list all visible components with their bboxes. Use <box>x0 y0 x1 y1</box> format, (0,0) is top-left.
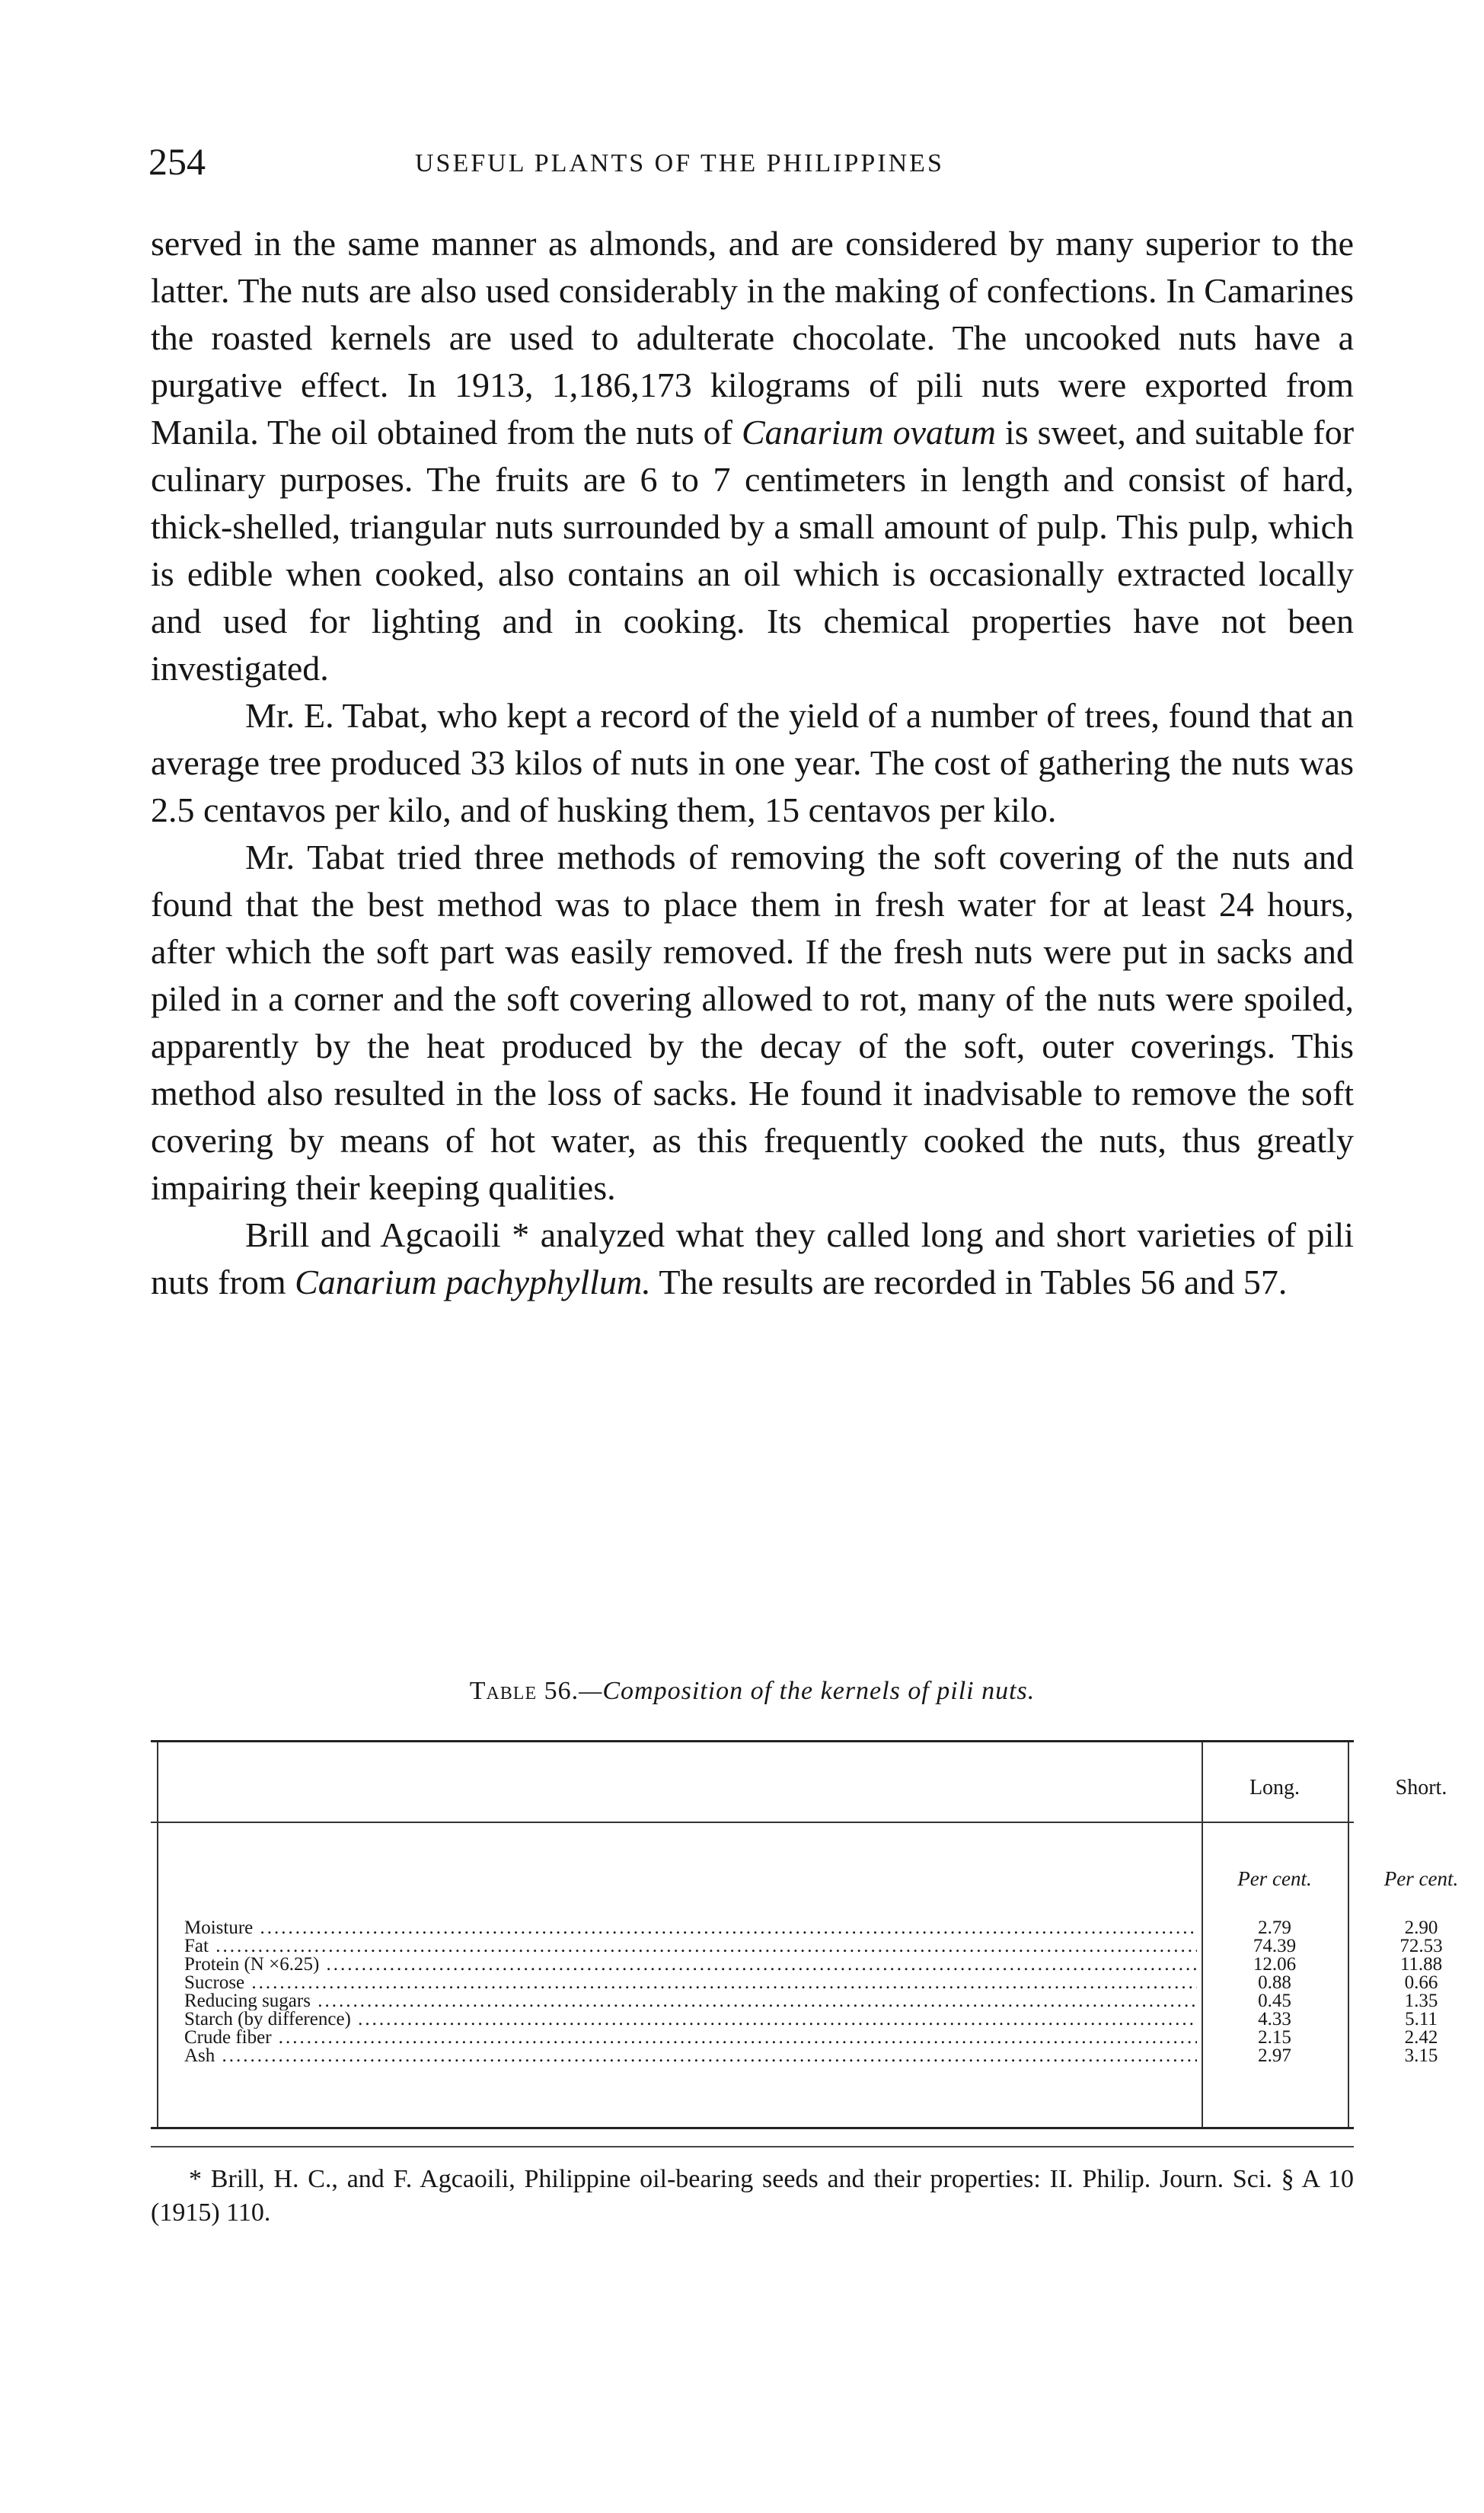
column-header-long: Long. <box>1249 1776 1300 1799</box>
value-long: 74.39 <box>1253 1936 1297 1956</box>
table-row <box>151 1954 1443 1975</box>
table-row <box>151 2009 1438 2029</box>
table-caption <box>151 1674 1354 1709</box>
table-row <box>151 1917 1438 1938</box>
paragraph-2: Mr. E. Tabat, who kept a record of the yield of a number of trees, found that an average tree produced 33 kilos of nuts in one year. The cost of gathering the nuts was 2.5 centavos per kilo, and of husking them, 15 centavos per kilo. <box>151 696 1354 829</box>
footnote-rule <box>151 2146 1354 2147</box>
value-short: 5.11 <box>1405 2009 1438 2029</box>
table-row <box>151 2045 1438 2066</box>
row-label: Sucrose ..... <box>184 1974 1197 1992</box>
paragraph-4 <box>151 1212 1354 1306</box>
row-label: Ash ..... <box>184 2047 1197 2065</box>
unit-label-short: Per cent. <box>1383 1867 1459 1890</box>
paragraph-3: Mr. Tabat tried three methods of removing the soft covering of the nuts and found that the best method was to place them in fresh water for at least 24 hours, after which the soft part was easily removed. If the fresh nuts were put in sacks and piled in a corner and the soft covering allowed to rot, many of the nuts were spoiled, apparently by the heat produced by the decay of the soft, outer coverings. This method also resulted in the loss of sacks. He found it inadvisable to remove the soft covering by means of hot water, as this frequently cooked the nuts, thus greatly impairing their keeping qualities. <box>151 838 1354 1207</box>
table-row <box>151 1936 1443 1956</box>
value-short: 1.35 <box>1404 1991 1438 2011</box>
footnote: * Brill, H. C., and F. Agcaoili, Philippine oil-bearing seeds and their properties: II. Philip. Journ. Sci. § A 10 (1915) 110. <box>151 2165 1354 2227</box>
table-row <box>151 1991 1438 2011</box>
value-long: 2.15 <box>1258 2027 1291 2048</box>
table-label: Table 56. <box>469 1677 579 1705</box>
row-label: Moisture ..... <box>184 1919 1197 1937</box>
paragraph-4-text-b: The results are recorded in Tables 56 and 57. <box>659 1263 1288 1301</box>
species-name-canarium-pachyphyllum: Canarium pachyphyllum. <box>295 1263 651 1301</box>
column-header-short: Short. <box>1395 1776 1447 1799</box>
paragraph-4-text-a: Brill and Agcaoili * analyzed what they called long and short varieties of pili nuts from <box>151 1215 1354 1301</box>
value-short: 2.42 <box>1404 2027 1438 2048</box>
page-header <box>148 139 1352 184</box>
composition-table <box>151 1740 1459 2129</box>
running-head: USEFUL PLANTS OF THE PHILIPPINES <box>415 149 944 177</box>
page-number: 254 <box>148 140 206 183</box>
value-short: 0.66 <box>1404 1972 1438 1993</box>
value-short: 2.90 <box>1404 1917 1438 1938</box>
row-label: Reducing sugars ..... <box>184 1992 1197 2010</box>
table-title: —Composition of the kernels of pili nuts. <box>579 1677 1036 1705</box>
table-row <box>151 2027 1438 2048</box>
value-long: 2.97 <box>1258 2045 1291 2066</box>
row-label: Starch (by difference) ..... <box>184 2010 1197 2029</box>
value-short: 72.53 <box>1399 1936 1443 1956</box>
row-label: Fat ..... <box>184 1937 1197 1956</box>
paragraph-1-text-b: is sweet, and suitable for culinary purposes. The fruits are 6 to 7 centimeters in length and consist of hard, thick-shelled, triangular nuts surrounded by a small amount of pulp. This pulp, which is edible when cooked, also contains an oil which is occasionally extracted locally and used for lighting and in cooking. Its chemical properties have not been investigated. <box>151 413 1355 688</box>
value-short: 11.88 <box>1399 1954 1443 1975</box>
row-label: Crude fiber ..... <box>184 2029 1197 2047</box>
value-long: 2.79 <box>1258 1917 1291 1938</box>
table-row <box>151 1972 1438 1993</box>
species-name-canarium-ovatum: Canarium ovatum <box>742 413 996 452</box>
value-long: 12.06 <box>1253 1954 1297 1975</box>
paragraph-1 <box>151 220 1354 692</box>
value-long: 0.88 <box>1258 1972 1291 1993</box>
body-text <box>151 220 1354 1306</box>
unit-label-long: Per cent. <box>1237 1867 1312 1890</box>
value-long: 0.45 <box>1258 1991 1291 2011</box>
row-label: Protein (N ×6.25) ..... <box>184 1956 1197 1974</box>
paragraph-1-text-a: served in the same manner as almonds, and are considered by many superior to the latter. The nuts are also used considerably in the making of confections. In Camarines the roasted kernels are used to adulterate chocolate. The uncooked nuts have a purgative effect. In 1913, 1,186,173 kilograms of pili nuts were exported from Manila. The oil obtained from the nuts of <box>151 224 1354 452</box>
value-short: 3.15 <box>1404 2045 1438 2066</box>
header-rule <box>151 1822 1354 1823</box>
value-long: 4.33 <box>1258 2009 1291 2029</box>
